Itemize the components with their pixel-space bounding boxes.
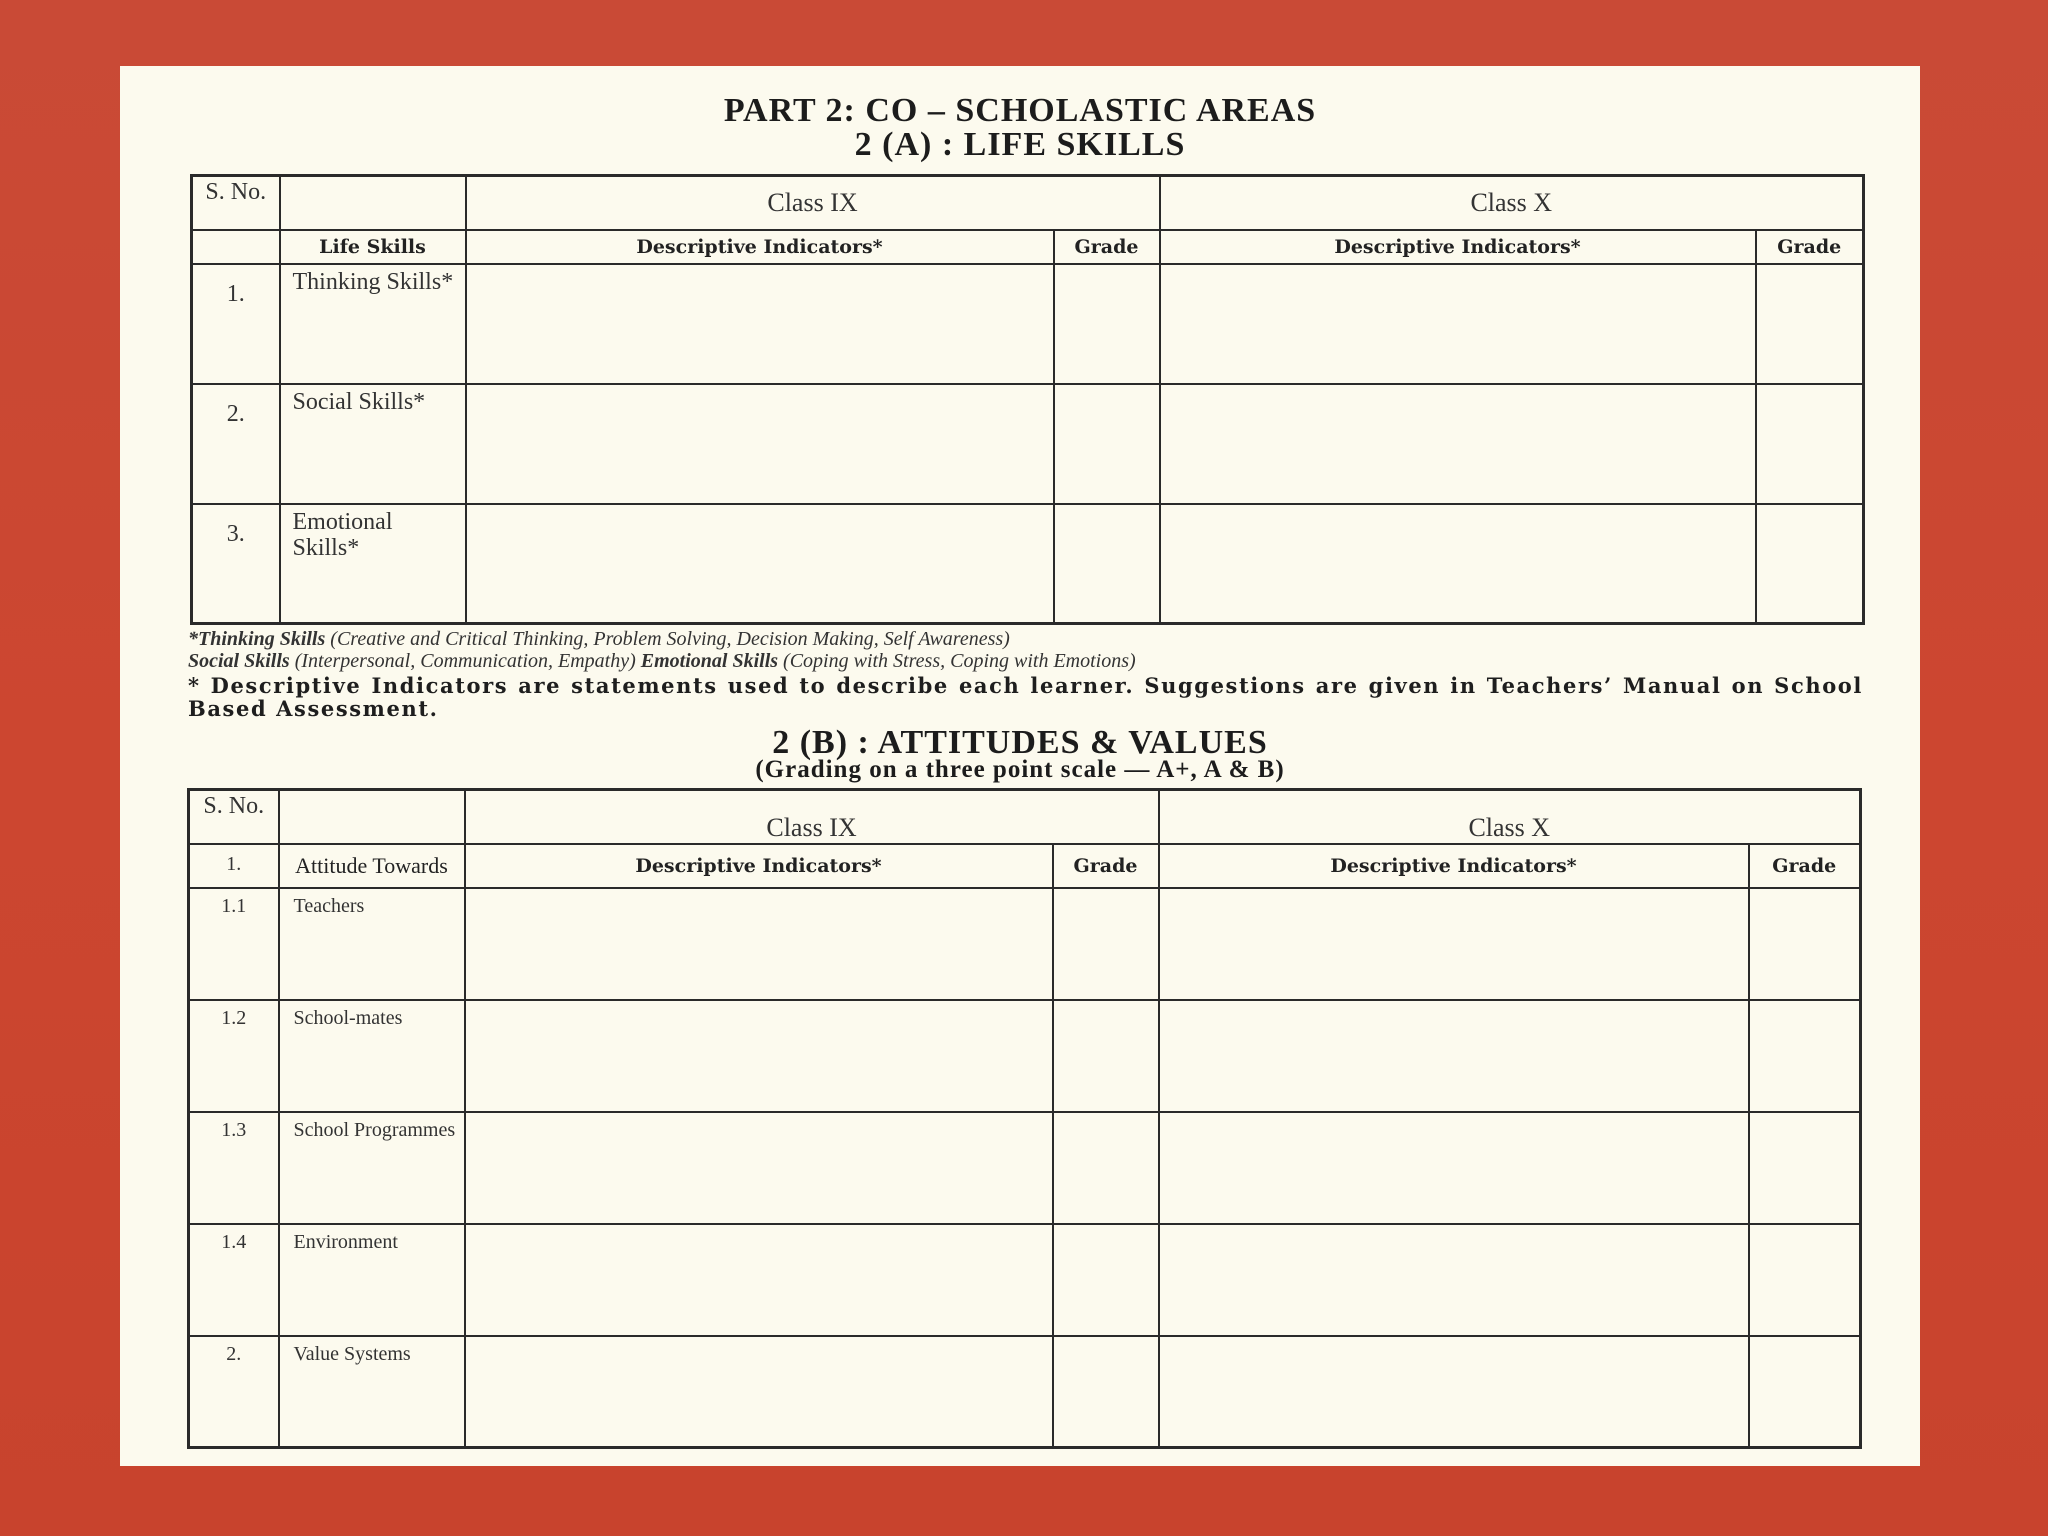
class-x-descriptive-cell[interactable] xyxy=(1159,888,1749,1000)
class-x-grade-cell[interactable] xyxy=(1749,1112,1861,1224)
skill-label: Thinking Skills* xyxy=(280,264,466,384)
life-skills-footnote xyxy=(188,628,1868,672)
class-x-descriptive-cell[interactable] xyxy=(1160,384,1756,504)
attitude-label: School-mates xyxy=(279,1000,465,1112)
row-number: 1. xyxy=(189,844,279,888)
class-ix-descriptive-cell[interactable] xyxy=(465,1224,1053,1336)
thinking-skills-term: *Thinking Skills xyxy=(188,628,326,650)
class-ix-grade-cell[interactable] xyxy=(1053,888,1159,1000)
class-x-descriptive-header: Descriptive Indicators* xyxy=(1159,844,1749,888)
class-x-grade-cell[interactable] xyxy=(1749,1336,1861,1448)
blank-subheader-cell xyxy=(192,230,280,264)
class-ix-descriptive-cell[interactable] xyxy=(466,504,1054,624)
row-number: 1.2 xyxy=(189,1000,279,1112)
class-x-descriptive-cell[interactable] xyxy=(1159,1336,1749,1448)
thinking-skills-desc: (Creative and Critical Thinking, Problem Solving, Decision Making, Self Awareness) xyxy=(325,628,1010,650)
blank-header-cell xyxy=(280,176,466,230)
row-number: 2. xyxy=(192,384,280,504)
table-row xyxy=(189,888,1861,1000)
table-row xyxy=(189,1336,1861,1448)
class-x-descriptive-cell[interactable] xyxy=(1159,1000,1749,1112)
row-number: 1.4 xyxy=(189,1224,279,1336)
class-ix-grade-header: Grade xyxy=(1054,230,1160,264)
table-row xyxy=(189,1000,1861,1112)
class-ix-descriptive-cell[interactable] xyxy=(465,1336,1053,1448)
emotional-skills-term: Emotional Skills xyxy=(640,650,779,672)
class-x-grade-cell[interactable] xyxy=(1749,888,1861,1000)
class-ix-descriptive-cell[interactable] xyxy=(466,384,1054,504)
class-ix-header: Class IX xyxy=(465,790,1159,844)
section-a-title: 2 (A) : LIFE SKILLS xyxy=(854,126,1186,163)
social-skills-desc: (Interpersonal, Communication, Empathy) xyxy=(289,650,641,672)
class-x-grade-header: Grade xyxy=(1749,844,1861,888)
class-ix-grade-cell[interactable] xyxy=(1053,1336,1159,1448)
class-x-descriptive-cell[interactable] xyxy=(1159,1224,1749,1336)
class-x-grade-header: Grade xyxy=(1756,230,1864,264)
row-number: 3. xyxy=(192,504,280,624)
class-x-header: Class X xyxy=(1159,790,1861,844)
class-ix-grade-cell[interactable] xyxy=(1053,1224,1159,1336)
class-ix-grade-header: Grade xyxy=(1053,844,1159,888)
report-card-page xyxy=(120,66,1920,1466)
class-ix-descriptive-header: Descriptive Indicators* xyxy=(466,230,1054,264)
attitudes-values-table xyxy=(187,788,1862,1449)
class-ix-descriptive-cell[interactable] xyxy=(465,1112,1053,1224)
value-label: Value Systems xyxy=(279,1336,465,1448)
row-number: 1.3 xyxy=(189,1112,279,1224)
class-x-grade-cell[interactable] xyxy=(1749,1000,1861,1112)
life-skills-header: Life Skills xyxy=(280,230,466,264)
table-row xyxy=(192,264,1864,384)
class-x-descriptive-cell[interactable] xyxy=(1160,264,1756,384)
class-ix-descriptive-cell[interactable] xyxy=(465,1000,1053,1112)
table-row xyxy=(189,1224,1861,1336)
part-title: PART 2: CO – SCHOLASTIC AREAS xyxy=(723,92,1317,129)
table-row xyxy=(189,1112,1861,1224)
row-number: 2. xyxy=(189,1336,279,1448)
descriptive-indicators-note: * Descriptive Indicators are statements used to describe each learner. Suggestions are given in Teachers’ Manual on School Based Assessment. xyxy=(188,673,1863,721)
class-x-descriptive-cell[interactable] xyxy=(1159,1112,1749,1224)
class-x-grade-cell[interactable] xyxy=(1749,1224,1861,1336)
attitude-towards-header: Attitude Towards xyxy=(279,844,465,888)
row-number: 1. xyxy=(192,264,280,384)
table-row xyxy=(192,384,1864,504)
class-x-descriptive-header: Descriptive Indicators* xyxy=(1160,230,1756,264)
attitude-label: Environment xyxy=(279,1224,465,1336)
class-ix-grade-cell[interactable] xyxy=(1053,1000,1159,1112)
attitude-label: School Programmes xyxy=(279,1112,465,1224)
sno-header: S. No. xyxy=(192,176,280,230)
emotional-skills-desc: (Coping with Stress, Coping with Emotions) xyxy=(778,650,1136,672)
class-ix-descriptive-header: Descriptive Indicators* xyxy=(465,844,1053,888)
class-x-grade-cell[interactable] xyxy=(1756,264,1864,384)
section-b-subtitle: (Grading on a three point scale — A+, A & B) xyxy=(755,756,1285,783)
row-number: 1.1 xyxy=(189,888,279,1000)
table-row xyxy=(192,504,1864,624)
section-b-title: 2 (B) : ATTITUDES & VALUES xyxy=(772,724,1268,761)
class-ix-grade-cell[interactable] xyxy=(1054,264,1160,384)
sno-header: S. No. xyxy=(189,790,279,844)
class-ix-descriptive-cell[interactable] xyxy=(466,264,1054,384)
life-skills-table xyxy=(190,174,1865,625)
blank-header-cell xyxy=(279,790,465,844)
skill-label: Social Skills* xyxy=(280,384,466,504)
class-ix-descriptive-cell[interactable] xyxy=(465,888,1053,1000)
class-ix-header: Class IX xyxy=(466,176,1160,230)
class-x-grade-cell[interactable] xyxy=(1756,384,1864,504)
social-skills-term: Social Skills xyxy=(188,650,290,672)
attitude-label: Teachers xyxy=(279,888,465,1000)
class-x-grade-cell[interactable] xyxy=(1756,504,1864,624)
class-x-descriptive-cell[interactable] xyxy=(1160,504,1756,624)
class-ix-grade-cell[interactable] xyxy=(1053,1112,1159,1224)
class-x-header: Class X xyxy=(1160,176,1864,230)
class-ix-grade-cell[interactable] xyxy=(1054,504,1160,624)
class-ix-grade-cell[interactable] xyxy=(1054,384,1160,504)
skill-label: Emotional Skills* xyxy=(280,504,466,624)
